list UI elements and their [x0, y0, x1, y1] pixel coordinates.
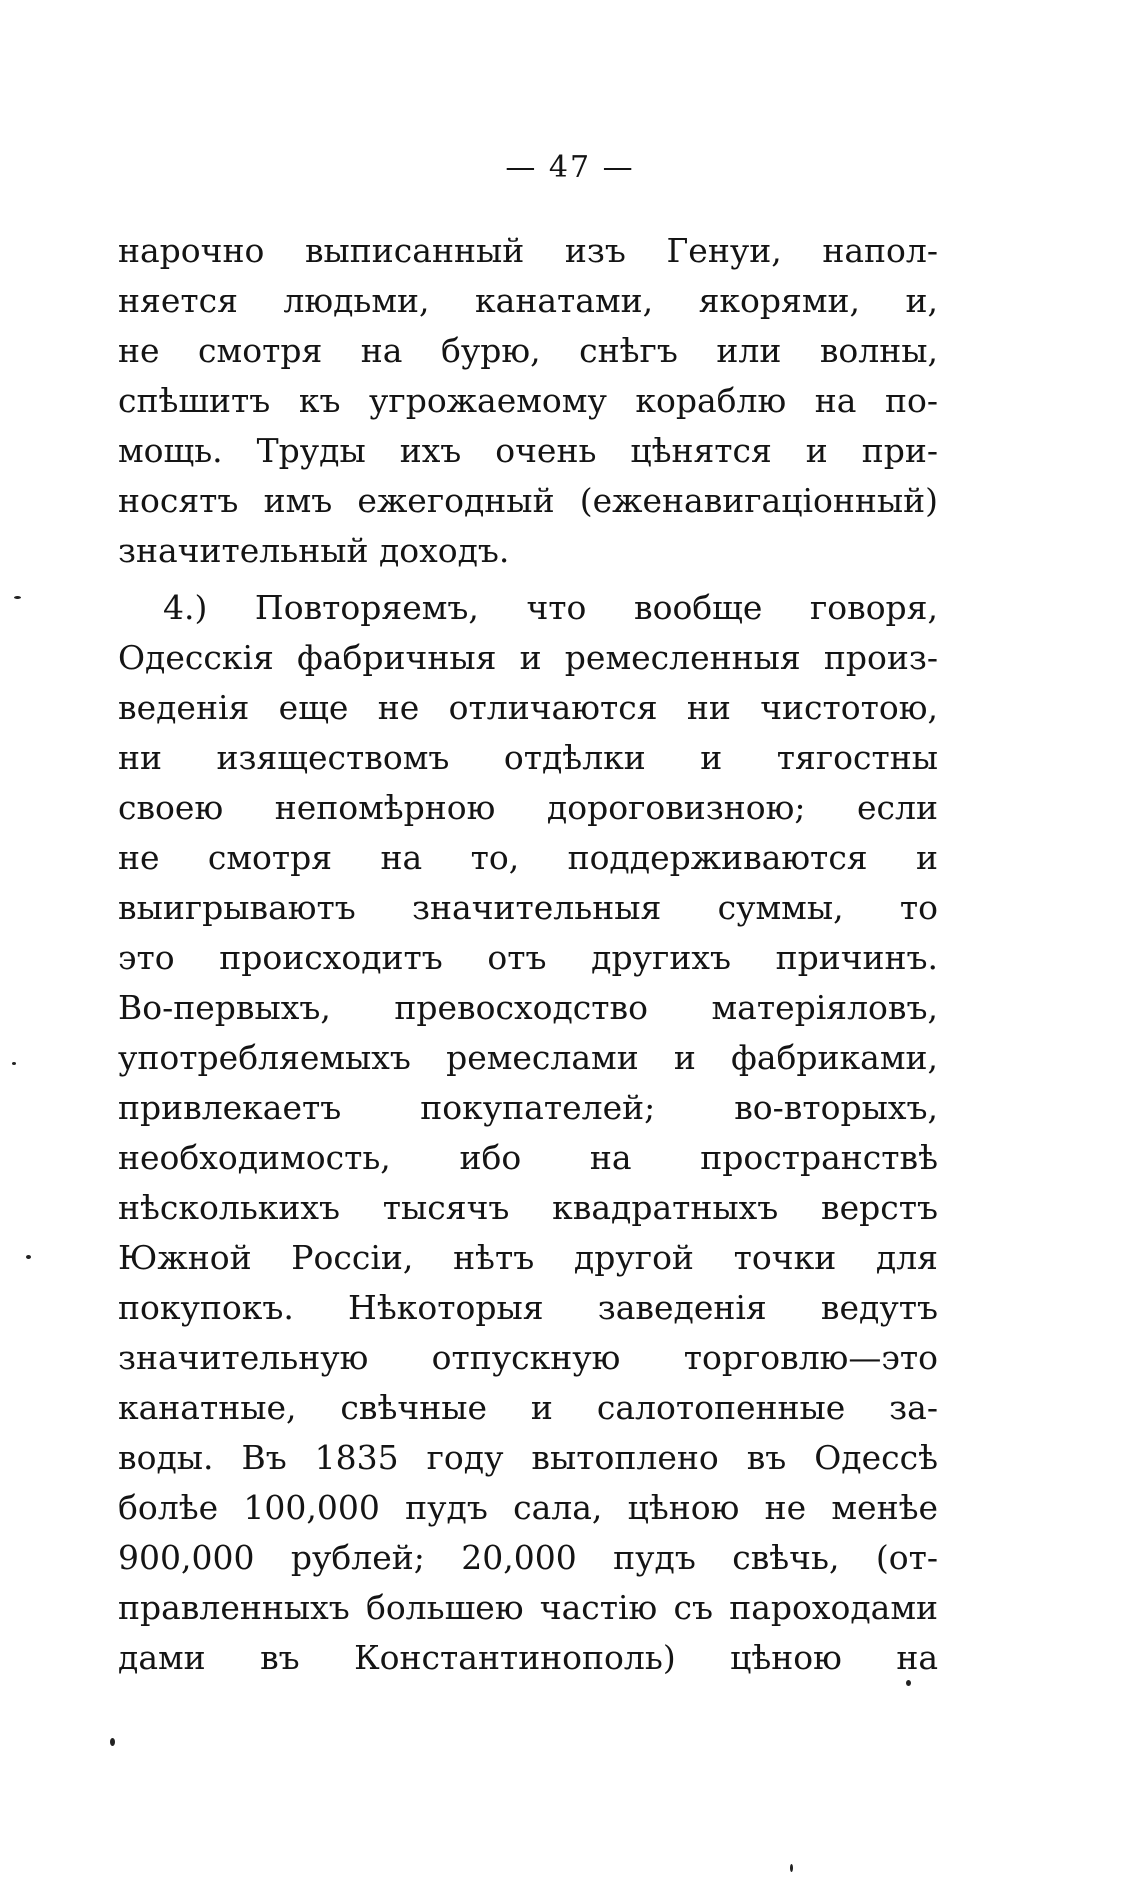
- ink-speck: [110, 1738, 115, 1746]
- text-line: нарочно выписанный изъ Генуи, напол-: [118, 231, 938, 270]
- text-line: Южной Россіи, нѣтъ другой точки для: [118, 1238, 938, 1277]
- ink-speck: [26, 1255, 31, 1259]
- page-number: — 47 —: [505, 150, 635, 185]
- text-line: употребляемыхъ ремеслами и фабриками,: [118, 1038, 938, 1077]
- ink-speck: [14, 596, 21, 599]
- text-line: не смотря на бурю, снѣгъ или волны,: [118, 331, 938, 370]
- paragraph-1: [118, 226, 938, 576]
- text-line: привлекаетъ покупателей; во-вторыхъ,: [118, 1088, 938, 1127]
- text-line: веденія еще не отличаются ни чистотою,: [118, 688, 938, 727]
- text-line: воды. Въ 1835 году вытоплено въ Одессѣ: [118, 1438, 938, 1477]
- text-line: 4.) Повторяемъ, что вообще говоря,: [163, 588, 938, 627]
- text-line: мощь. Труды ихъ очень цѣнятся и при-: [118, 431, 938, 470]
- text-line: спѣшитъ къ угрожаемому кораблю на по-: [118, 381, 938, 420]
- text-line: это происходитъ отъ другихъ причинъ.: [118, 938, 938, 977]
- text-line: 900,000 рублей; 20,000 пудъ свѣчь, (от-: [118, 1538, 938, 1577]
- text-line: Одесскія фабричныя и ремесленныя произ-: [118, 638, 938, 677]
- text-line: правленныхъ большею частію съ пароходами: [118, 1588, 938, 1627]
- text-line: ни изяществомъ отдѣлки и тягостны: [118, 738, 938, 777]
- paragraph-gap: [118, 576, 938, 583]
- text-line: канатные, свѣчные и салотопенные за-: [118, 1388, 938, 1427]
- text-line: выигрываютъ значительныя суммы, то: [118, 888, 938, 927]
- text-line: своею непомѣрною дороговизною; если: [118, 788, 938, 827]
- text-line: Во-первыхъ, превосходство матеріяловъ,: [118, 988, 938, 1027]
- text-line: нѣсколькихъ тысячъ квадратныхъ верстъ: [118, 1188, 938, 1227]
- text-line: не смотря на то, поддерживаются и: [118, 838, 938, 877]
- text-line: необходимость, ибо на пространствѣ: [118, 1138, 938, 1177]
- text-line: дами въ Константинополь) цѣною на: [118, 1638, 938, 1677]
- text-line: носятъ имъ ежегодный (еженавигаціонный): [118, 481, 938, 520]
- text-line: значительный доходъ.: [118, 531, 510, 570]
- text-line: покупокъ. Нѣкоторыя заведенія ведутъ: [118, 1288, 938, 1327]
- page-text: [118, 226, 938, 1683]
- ink-speck: [906, 1680, 911, 1686]
- text-line: болѣе 100,000 пудъ сала, цѣною не менѣе: [118, 1488, 938, 1527]
- paragraph-2: [118, 583, 938, 1683]
- ink-speck: [790, 1864, 793, 1872]
- text-line: значительную отпускную торговлю—это: [118, 1338, 938, 1377]
- ink-speck: [12, 1062, 16, 1065]
- text-line: няется людьми, канатами, якорями, и,: [118, 281, 938, 320]
